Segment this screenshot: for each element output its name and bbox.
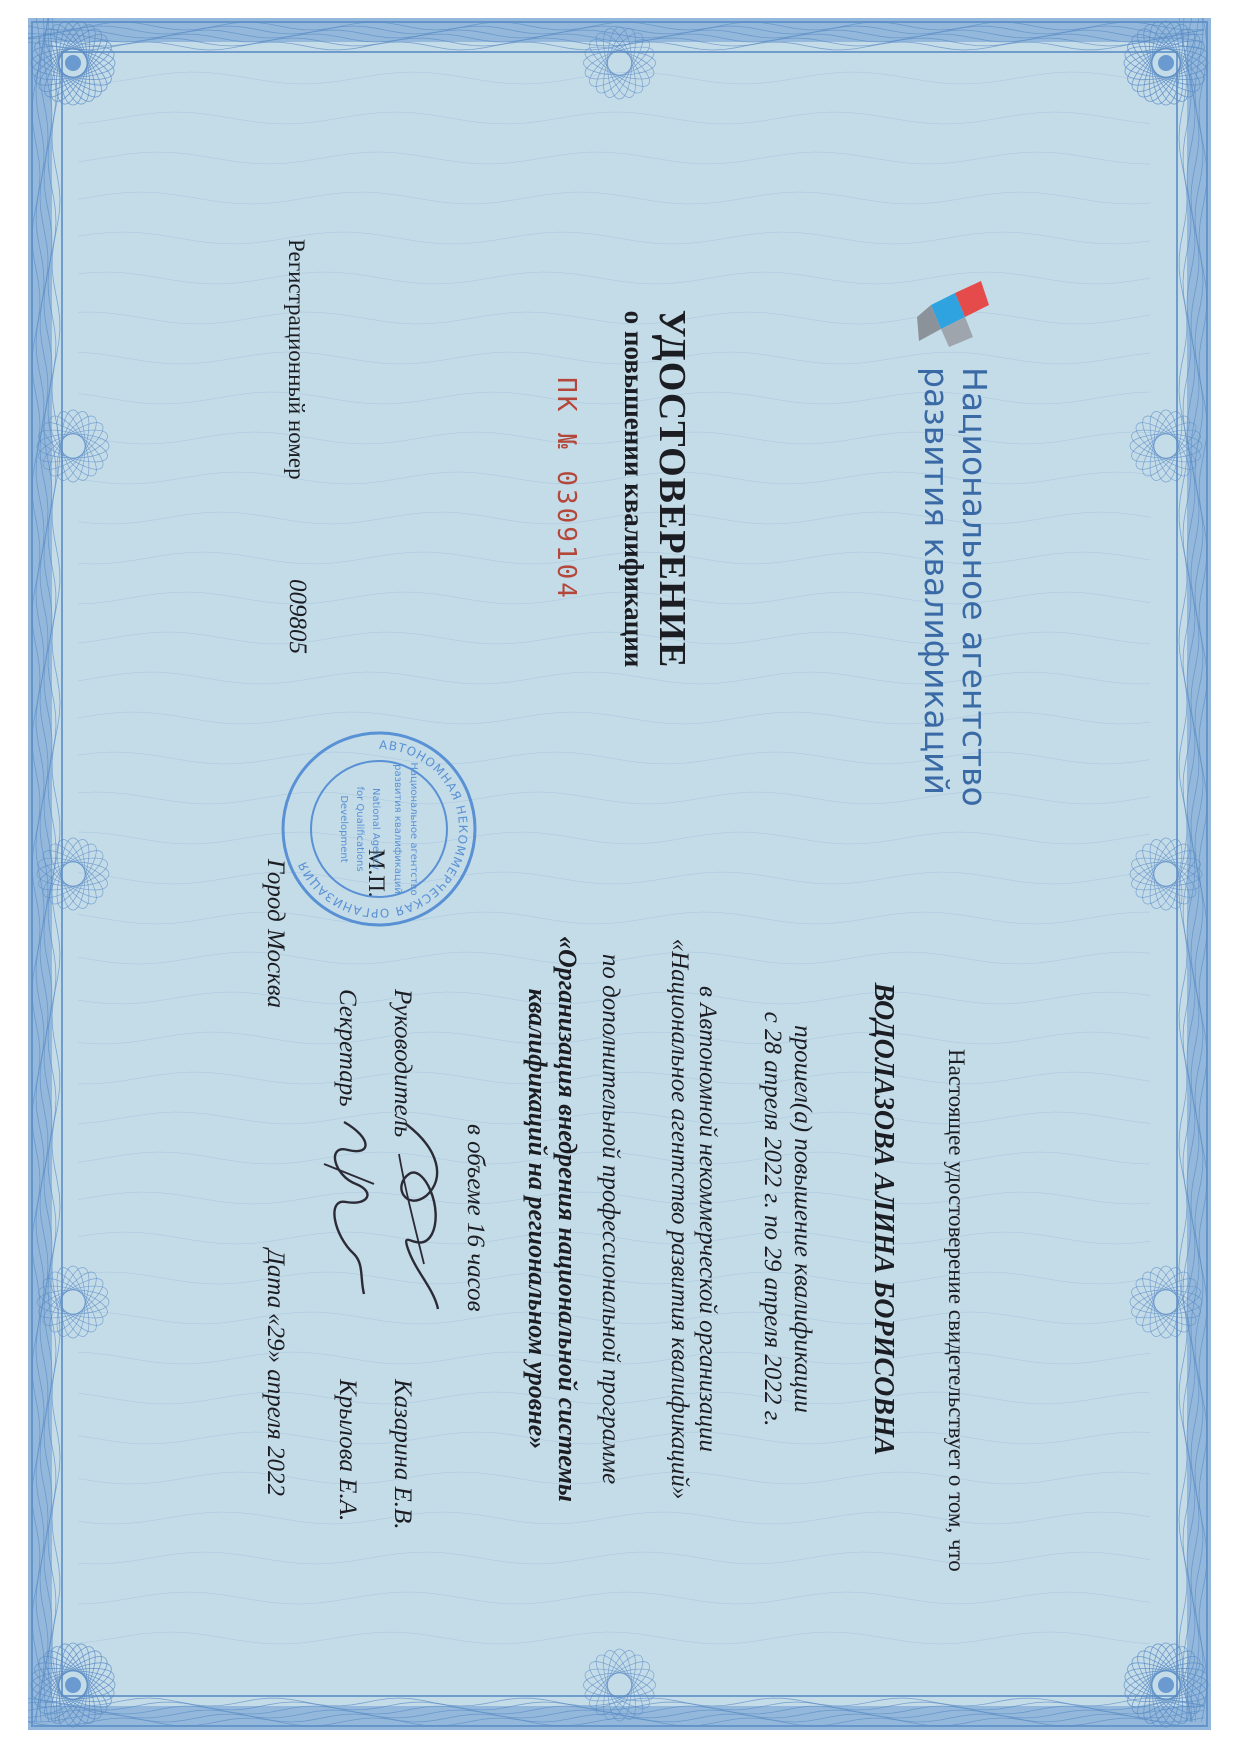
border-ornament xyxy=(584,1673,656,1697)
program-name-line-2: квалификаций на региональном уровне» xyxy=(523,988,552,1450)
stamp-line-3: National Agency xyxy=(370,788,381,870)
border-ornament xyxy=(28,1698,1204,1706)
certificate-subtitle: о повышении квалификации xyxy=(619,310,649,668)
border-ornament xyxy=(65,55,81,71)
border-ornament xyxy=(61,1266,85,1338)
border-ornament xyxy=(584,51,656,75)
logo-line-2: развития квалификаций xyxy=(917,367,956,795)
organization-line-2: «Национальное агентство развития квалификаций» xyxy=(666,938,693,1500)
head-label: Руководитель xyxy=(389,989,416,1138)
issue-date: «29» апреля 2022 xyxy=(262,1313,289,1496)
seal-place-mark: М.П. xyxy=(364,849,389,898)
border-ornament xyxy=(1154,410,1178,482)
training-dates: с 28 апреля 2022 г. по 29 апреля 2022 г. xyxy=(759,1011,786,1427)
svg-text:АВТОНОМНАЯ НЕКОММЕРЧЕСКАЯ ОРГА xyxy=(295,738,470,920)
head-signature-icon xyxy=(384,1114,454,1314)
organization-line-1: в Автономной некоммерческой организации xyxy=(694,986,721,1452)
stamp-line-5: Development xyxy=(338,795,349,863)
secretary-label: Секретарь xyxy=(334,989,361,1107)
official-seal-stamp xyxy=(279,729,479,929)
certificate-sheet xyxy=(28,18,1211,1730)
certificate-title: УДОСТОВЕРЕНИЕ xyxy=(651,309,693,669)
head-name: Казарина Е.В. xyxy=(389,1379,416,1530)
border-ornament xyxy=(61,838,85,910)
intro-text: Настоящее удостоверение свидетельствует о том, что xyxy=(944,1049,969,1572)
city-label: Город xyxy=(262,859,289,922)
registration-label: Регистрационный номер xyxy=(284,239,309,480)
certificate-number: ПК № 0309104 xyxy=(551,377,581,601)
secretary-signature-icon xyxy=(314,1114,384,1304)
stamp-line-4: for Qualifications xyxy=(354,786,365,872)
logo-line-1: Национальное агентство xyxy=(955,367,994,807)
program-intro: по дополнительной профессиональной программе xyxy=(597,953,624,1485)
training-line-1: прошел(а) повышение квалификации xyxy=(789,1025,816,1413)
stamp-outer-text: АВТОНОМНАЯ НЕКОММЕРЧЕСКАЯ ОРГАНИЗАЦИЯ xyxy=(295,737,471,921)
recipient-name: ВОДОЛАЗОВА АЛИНА БОРИСОВНА xyxy=(868,982,899,1456)
registration-number: 009805 xyxy=(284,579,311,654)
logo-wordmark xyxy=(917,367,993,827)
secretary-name: Крылова Е.А. xyxy=(334,1379,361,1522)
city-value: Москва xyxy=(262,929,289,1008)
border-ornament xyxy=(65,1677,81,1693)
border-ornament xyxy=(1158,1677,1174,1693)
right-panel xyxy=(139,737,1099,1619)
nark-logo-icon xyxy=(917,271,989,361)
certificate-content xyxy=(139,99,1099,1649)
stamp-line-1: Национальное агентство xyxy=(408,762,419,896)
border-ornament xyxy=(1154,1266,1178,1338)
program-name-line-1: «Организация внедрения национальной системы xyxy=(553,936,582,1502)
border-ornament xyxy=(1158,55,1174,71)
stamp-line-2: развития квалификаций xyxy=(392,764,403,894)
border-ornament xyxy=(61,410,85,482)
date-label: Дата xyxy=(262,1249,289,1309)
course-volume: в объеме 16 часов xyxy=(462,1124,489,1312)
border-ornament xyxy=(1154,838,1178,910)
